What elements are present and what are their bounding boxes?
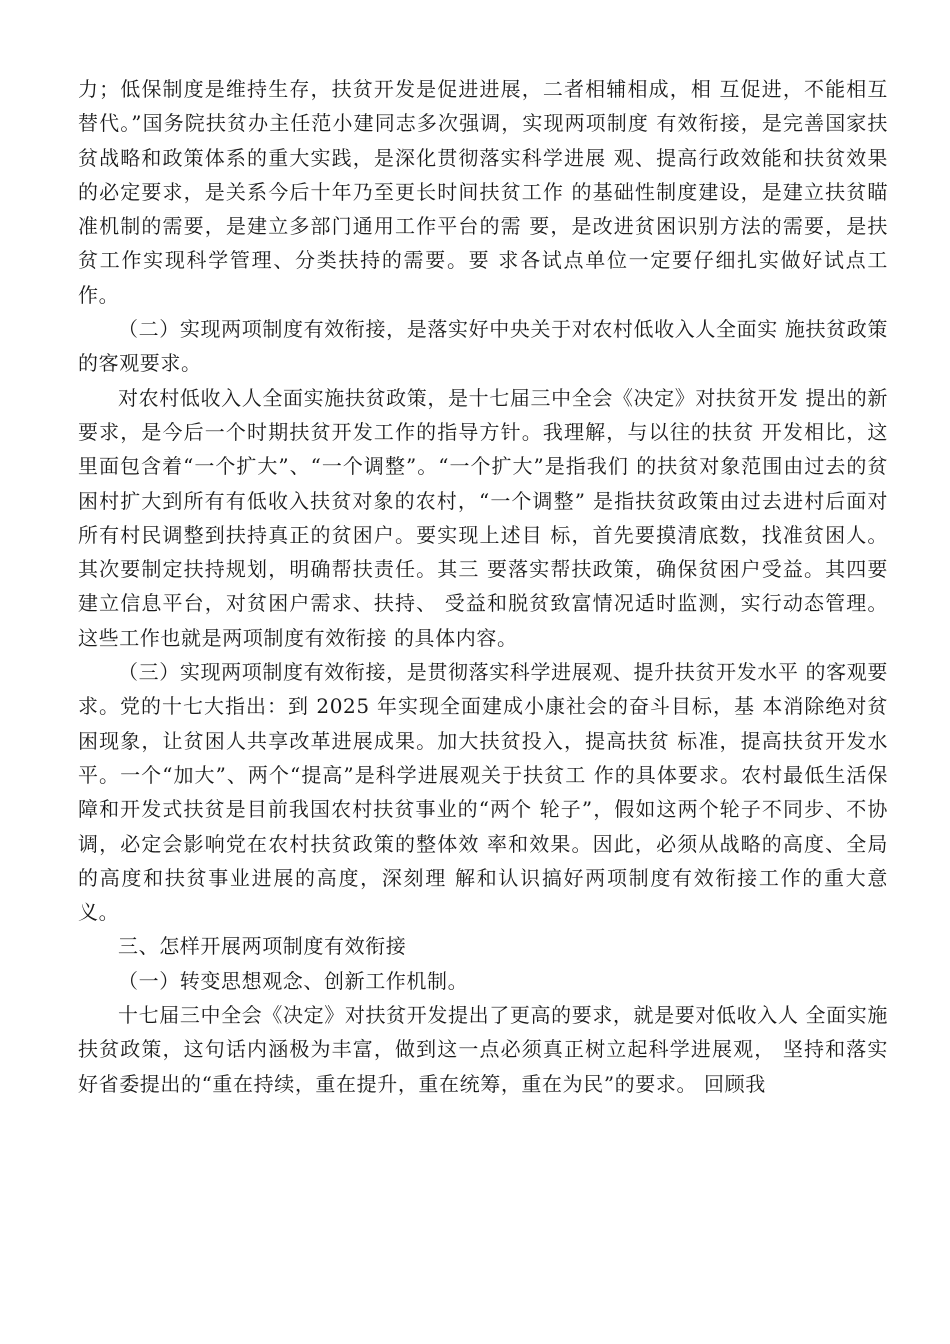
paragraph-3: 对农村低收入人全面实施扶贫政策，是十七届三中全会《决定》对扶贫开发 提出的新要求，是今后一个时期扶贫开发工作的指导方针。我理解，与以往的扶贫 开发相比，这里面包含着“一个扩大”、“一个调整”。“一个扩大”是指我们 的扶贫对象范围由过去的贫困村扩大到所有有低收入扶贫对象的农村，“一个调整” 是指扶贫政策由过去进村后面对所有村民调整到扶持真正的贫困户。要实现上述目 标，首先要摸清底数，找准贫困人。其次要制定扶持规划，明确帮扶责任。其三 要落实帮扶政策，确保贫困户受益。其四要建立信息平台，对贫困户需求、扶持、 受益和脱贫致富情况适时监测，实行动态管理。这些工作也就是两项制度有效衔接 的具体内容。 bbox=[78, 385, 888, 650]
paragraph-1: 力；低保制度是维持生存，扶贫开发是促进进展，二者相辅相成，相 互促进，不能相互替代。”国务院扶贫办主任范小建同志多次强调，实现两项制度 有效衔接，是完善国家扶贫战略和政策体系的重大实践，是深化贯彻落实科学进展 观、提高行政效能和扶贫效果的必定要求，是关系今后十年乃至更长时间扶贫工作 的基础性制度建设，是建立扶贫瞄准机制的需要，是建立多部门通用工作平台的需 要，是改进贫困识别方法的需要，是扶贫工作实现科学管理、分类扶持的需要。要 求各试点单位一定要仔细扎实做好试点工作。 bbox=[78, 77, 888, 307]
paragraph-4: （三）实现两项制度有效衔接，是贯彻落实科学进展观、提升扶贫开发水平 的客观要求。党的十七大指出：到 2025 年实现全面建成小康社会的奋斗目标，基 本消除绝对贫困现象，让贫困人共享改革进展成果。加大扶贫投入，提高扶贫 标准，提高扶贫开发水平。一个“加大”、两个“提高”是科学进展观关于扶贫工 作的具体要求。农村最低生活保障和开发式扶贫是目前我国农村扶贫事业的“两个 轮子”，假如这两个轮子不同步、不协调，必定会影响党在农村扶贫政策的整体效 率和效果。因此，必须从战略的高度、全局的高度和扶贫事业进展的高度，深刻理 解和认识搞好两项制度有效衔接工作的重大意义。 bbox=[78, 660, 888, 925]
section-heading-3: 三、怎样开展两项制度有效衔接 bbox=[118, 934, 407, 959]
paragraph-7: 十七届三中全会《决定》对扶贫开发提出了更高的要求，就是要对低收入人 全面实施扶贫政策，这句话内涵极为丰富，做到这一点必须真正树立起科学进展观， 坚持和落实好省委提出的“重在持续，重在提升，重在统筹，重在为民”的要求。 回顾我 bbox=[78, 1003, 888, 1096]
document-body bbox=[78, 72, 888, 1101]
paragraph-2: （二）实现两项制度有效衔接，是落实好中央关于对农村低收入人全面实 施扶贫政策的客观要求。 bbox=[78, 317, 888, 376]
subheading-3-1: （一）转变思想观念、创新工作机制。 bbox=[118, 968, 469, 993]
